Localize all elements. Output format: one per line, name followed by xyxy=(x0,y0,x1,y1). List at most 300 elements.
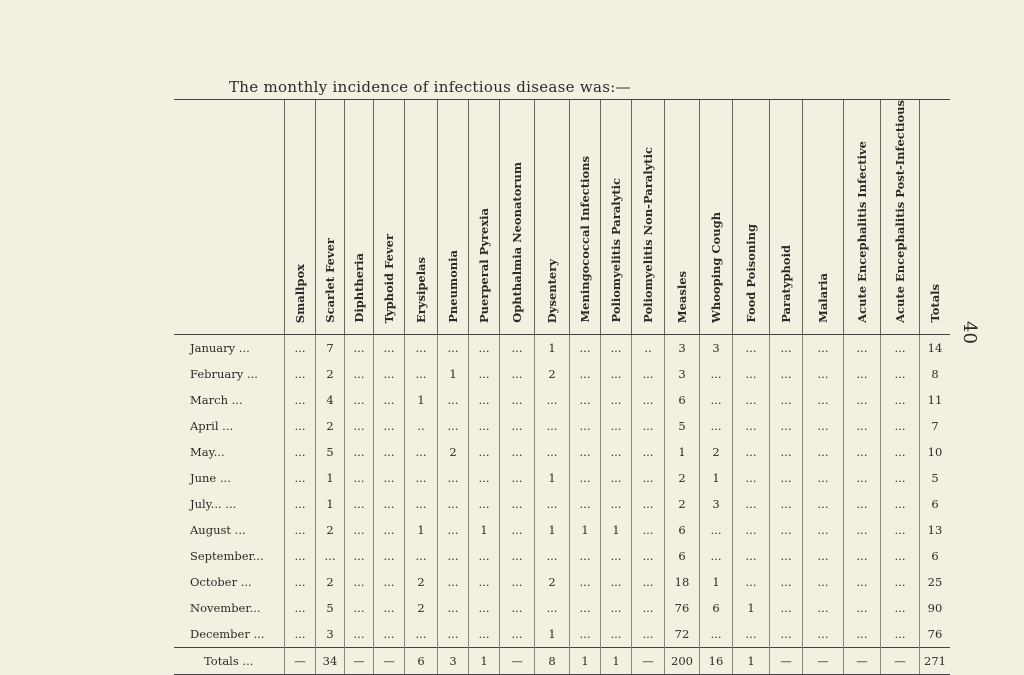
table-cell: 6 xyxy=(700,595,733,621)
table-cell: 2 xyxy=(438,439,469,465)
table-cell: ... xyxy=(570,569,601,595)
column-header xyxy=(374,100,405,335)
column-header xyxy=(469,100,500,335)
table-cell: ... xyxy=(374,543,405,569)
table-cell: 8 xyxy=(920,361,951,387)
table-cell: ... xyxy=(438,569,469,595)
table-cell: ... xyxy=(535,543,570,569)
table-cell: 25 xyxy=(920,569,951,595)
table-header xyxy=(174,100,950,335)
table-cell: ... xyxy=(535,439,570,465)
table-cell: ... xyxy=(500,621,535,648)
table-cell: 2 xyxy=(316,361,345,387)
table-cell: .. xyxy=(405,413,438,439)
table-cell: ... xyxy=(770,361,803,387)
table-cell: 2 xyxy=(535,569,570,595)
table-cell: 2 xyxy=(316,517,345,543)
month-label: July... ... xyxy=(190,496,237,511)
table-cell: ... xyxy=(881,517,920,543)
month-label: November... xyxy=(190,600,261,615)
table-cell: 1 xyxy=(700,465,733,491)
table-cell: 18 xyxy=(665,569,700,595)
table-cell: ... xyxy=(733,543,770,569)
table-cell: ... xyxy=(285,595,316,621)
table-cell: ... xyxy=(601,387,632,413)
table-cell: ... xyxy=(535,491,570,517)
table-cell: 1 xyxy=(535,621,570,648)
table-cell: ... xyxy=(803,439,844,465)
column-header xyxy=(665,100,700,335)
table-cell: 14 xyxy=(920,334,951,361)
header-stub xyxy=(174,100,285,335)
table-cell: ... xyxy=(601,491,632,517)
table-cell: ... xyxy=(803,334,844,361)
table-cell: ... xyxy=(803,595,844,621)
table-cell: ... xyxy=(285,569,316,595)
table-cell: ... xyxy=(405,334,438,361)
table-cell: ... xyxy=(770,621,803,648)
table-cell: ... xyxy=(405,465,438,491)
table-cell: ... xyxy=(345,361,374,387)
table-cell: ... xyxy=(345,491,374,517)
table-row xyxy=(174,543,950,569)
column-header-label: Scarlet Fever xyxy=(323,238,337,323)
table-cell: ... xyxy=(770,439,803,465)
incidence-table xyxy=(174,99,950,675)
table-cell: ... xyxy=(438,334,469,361)
table-cell: ... xyxy=(733,621,770,648)
table-cell: ... xyxy=(733,361,770,387)
table-cell: ... xyxy=(733,569,770,595)
table-cell: ... xyxy=(469,543,500,569)
table-cell: 90 xyxy=(920,595,951,621)
column-header-label: Smallpox xyxy=(293,263,307,323)
table-cell: ... xyxy=(601,569,632,595)
table-cell: ... xyxy=(374,517,405,543)
table-cell: 200 xyxy=(665,647,700,674)
table-cell: 16 xyxy=(700,647,733,674)
table-cell: ... xyxy=(438,621,469,648)
table-cell: ... xyxy=(570,621,601,648)
table-cell: ... xyxy=(632,465,665,491)
table-cell: ... xyxy=(500,361,535,387)
table-cell: — xyxy=(632,647,665,674)
table-cell: 2 xyxy=(316,569,345,595)
column-header-label: Dysentery xyxy=(545,258,559,323)
table-cell: ... xyxy=(469,413,500,439)
column-header-label: Poliomyelitis Paralytic xyxy=(609,178,623,323)
table-cell: ... xyxy=(285,361,316,387)
table-cell: 1 xyxy=(601,647,632,674)
table-row xyxy=(174,569,950,595)
table-cell: ... xyxy=(438,465,469,491)
table-cell: — xyxy=(770,647,803,674)
table-cell: ... xyxy=(803,621,844,648)
table-cell: 5 xyxy=(316,439,345,465)
table-cell: ... xyxy=(844,334,881,361)
table-cell: 2 xyxy=(405,595,438,621)
table-cell: 6 xyxy=(405,647,438,674)
table-cell: ... xyxy=(374,491,405,517)
table-cell: ... xyxy=(570,595,601,621)
table-cell: 2 xyxy=(665,491,700,517)
month-label: May... xyxy=(190,444,225,459)
month-label: March ... xyxy=(190,392,243,407)
table-cell: 6 xyxy=(920,543,951,569)
table-cell: 1 xyxy=(469,647,500,674)
table-cell: 1 xyxy=(535,517,570,543)
table-cell: ... xyxy=(285,413,316,439)
table-cell: ... xyxy=(601,439,632,465)
table-cell: ... xyxy=(733,517,770,543)
table-row xyxy=(174,387,950,413)
totals-row xyxy=(174,647,950,674)
table-cell: ... xyxy=(570,491,601,517)
table-cell: ... xyxy=(345,543,374,569)
table-cell: ... xyxy=(500,334,535,361)
table-cell: ... xyxy=(700,543,733,569)
table-cell: ... xyxy=(803,569,844,595)
column-header-label: Pneumonia xyxy=(446,250,460,323)
column-header xyxy=(535,100,570,335)
table-cell: ... xyxy=(285,621,316,648)
column-header-label: Whooping Cough xyxy=(709,211,723,323)
table-cell: ... xyxy=(770,387,803,413)
column-header xyxy=(405,100,438,335)
table-cell: ... xyxy=(285,334,316,361)
table-cell: 10 xyxy=(920,439,951,465)
table-cell: ... xyxy=(632,621,665,648)
table-cell: ... xyxy=(632,361,665,387)
table-cell: 72 xyxy=(665,621,700,648)
table-cell: ... xyxy=(770,543,803,569)
table-cell: ... xyxy=(374,465,405,491)
table-cell: ... xyxy=(881,569,920,595)
table-cell: 6 xyxy=(665,517,700,543)
table-cell: ... xyxy=(570,334,601,361)
table-cell: ... xyxy=(601,465,632,491)
column-header-label: Acute Encephalitis Post-Infectious xyxy=(893,100,907,323)
table-cell: ... xyxy=(438,595,469,621)
table-cell: ... xyxy=(345,517,374,543)
table-cell: ... xyxy=(500,543,535,569)
table-cell: ... xyxy=(844,413,881,439)
table-cell: ... xyxy=(438,543,469,569)
page-number: 40 xyxy=(958,321,980,344)
table-cell: ... xyxy=(632,595,665,621)
table-cell: ... xyxy=(316,543,345,569)
table-cell: ... xyxy=(632,439,665,465)
table-cell: ... xyxy=(469,465,500,491)
table-cell: ... xyxy=(469,361,500,387)
table-cell: 1 xyxy=(601,517,632,543)
table-row xyxy=(174,439,950,465)
table-cell: ... xyxy=(405,361,438,387)
column-header xyxy=(733,100,770,335)
table-cell: ... xyxy=(570,413,601,439)
table-cell: ... xyxy=(601,413,632,439)
table-cell: ... xyxy=(700,387,733,413)
table-cell: ... xyxy=(405,439,438,465)
table-cell: 76 xyxy=(665,595,700,621)
table-cell: 3 xyxy=(700,334,733,361)
table-cell: ... xyxy=(469,491,500,517)
table-cell: ... xyxy=(469,569,500,595)
table-cell: ... xyxy=(844,543,881,569)
table-cell: .. xyxy=(632,334,665,361)
table-cell: ... xyxy=(374,413,405,439)
column-header-label: Acute Encephalitis Infective xyxy=(855,141,869,323)
table-cell: ... xyxy=(844,569,881,595)
table-cell: ... xyxy=(374,569,405,595)
table-cell: 3 xyxy=(665,334,700,361)
table-cell: ... xyxy=(345,413,374,439)
column-header xyxy=(570,100,601,335)
table-cell: ... xyxy=(601,361,632,387)
table-cell: 7 xyxy=(316,334,345,361)
table-cell: ... xyxy=(770,569,803,595)
column-header-label: Poliomyelitis Non-Paralytic xyxy=(641,147,655,323)
table-cell: ... xyxy=(803,387,844,413)
column-header-label: Meningococcal Infections xyxy=(578,156,592,323)
column-header xyxy=(500,100,535,335)
header-row xyxy=(174,100,950,335)
table-cell: — xyxy=(881,647,920,674)
table-cell: ... xyxy=(374,621,405,648)
table-cell: ... xyxy=(570,387,601,413)
table-row xyxy=(174,465,950,491)
table-cell: ... xyxy=(733,387,770,413)
table-cell: ... xyxy=(469,439,500,465)
column-header xyxy=(345,100,374,335)
table-cell: — xyxy=(803,647,844,674)
column-header xyxy=(316,100,345,335)
column-header xyxy=(881,100,920,335)
table-cell: ... xyxy=(881,491,920,517)
column-header xyxy=(438,100,469,335)
table-cell: ... xyxy=(285,517,316,543)
table-cell: ... xyxy=(881,413,920,439)
month-label: February ... xyxy=(190,366,258,381)
table-cell: ... xyxy=(844,621,881,648)
table-cell: ... xyxy=(803,361,844,387)
table-cell: ... xyxy=(601,621,632,648)
table-cell: ... xyxy=(285,439,316,465)
table-cell: ... xyxy=(500,491,535,517)
table-cell: 1 xyxy=(535,465,570,491)
table-cell: ... xyxy=(770,491,803,517)
table-cell: 1 xyxy=(665,439,700,465)
table-cell: 2 xyxy=(316,413,345,439)
table-cell: ... xyxy=(632,569,665,595)
table-cell: 1 xyxy=(700,569,733,595)
column-header-label: Ophthalmia Neonatorum xyxy=(510,162,524,323)
table-cell: ... xyxy=(700,621,733,648)
table-cell: ... xyxy=(500,517,535,543)
month-label: September... xyxy=(190,548,264,563)
table-cell: ... xyxy=(469,334,500,361)
table-cell: — xyxy=(844,647,881,674)
table-cell: ... xyxy=(733,413,770,439)
table-cell: 6 xyxy=(665,387,700,413)
table-row xyxy=(174,621,950,648)
table-cell: ... xyxy=(469,387,500,413)
table-cell: ... xyxy=(803,465,844,491)
table-cell: 5 xyxy=(665,413,700,439)
table-cell: ... xyxy=(285,491,316,517)
table-cell: ... xyxy=(700,413,733,439)
table-cell: ... xyxy=(632,387,665,413)
table-cell: 1 xyxy=(570,647,601,674)
table-cell: ... xyxy=(374,361,405,387)
table-cell: ... xyxy=(844,517,881,543)
table-cell: ... xyxy=(733,439,770,465)
table-cell: ... xyxy=(438,413,469,439)
table-cell: 2 xyxy=(405,569,438,595)
table-cell: ... xyxy=(733,465,770,491)
month-label: August ... xyxy=(190,522,246,537)
table-cell: — xyxy=(345,647,374,674)
table-cell: 6 xyxy=(665,543,700,569)
table-cell: 5 xyxy=(316,595,345,621)
table-cell: ... xyxy=(469,621,500,648)
table-cell: ... xyxy=(438,491,469,517)
table-cell: — xyxy=(374,647,405,674)
column-header-label: Malaria xyxy=(816,272,830,323)
table-cell: ... xyxy=(285,387,316,413)
table-cell: ... xyxy=(500,439,535,465)
table-cell: 8 xyxy=(535,647,570,674)
table-cell: 3 xyxy=(665,361,700,387)
table-cell: ... xyxy=(770,595,803,621)
table-cell: 5 xyxy=(920,465,951,491)
table-cell: ... xyxy=(570,543,601,569)
table-cell: 1 xyxy=(405,517,438,543)
table-cell: 34 xyxy=(316,647,345,674)
table-cell: ... xyxy=(405,543,438,569)
table-cell: ... xyxy=(405,621,438,648)
table-cell: ... xyxy=(770,413,803,439)
table-cell: ... xyxy=(844,595,881,621)
table-cell: ... xyxy=(881,465,920,491)
table-cell: ... xyxy=(438,517,469,543)
table-cell: 1 xyxy=(469,517,500,543)
table-cell: ... xyxy=(601,334,632,361)
table-cell: ... xyxy=(500,413,535,439)
column-header-label: Measles xyxy=(675,270,689,323)
table-cell: ... xyxy=(881,439,920,465)
table-cell: 1 xyxy=(405,387,438,413)
column-header-label: Food Poisoning xyxy=(744,224,758,323)
table-cell: ... xyxy=(632,413,665,439)
table-cell: ... xyxy=(570,465,601,491)
table-cell: 11 xyxy=(920,387,951,413)
table-row xyxy=(174,595,950,621)
month-label: April ... xyxy=(190,418,234,433)
table-cell: 1 xyxy=(535,334,570,361)
table-row xyxy=(174,517,950,543)
table-cell: ... xyxy=(844,387,881,413)
table-row xyxy=(174,491,950,517)
column-header xyxy=(920,100,951,335)
column-header-label: Diphtheria xyxy=(352,253,366,323)
table-cell: ... xyxy=(881,334,920,361)
month-label: December ... xyxy=(190,626,265,641)
table-cell: ... xyxy=(345,569,374,595)
table-cell: ... xyxy=(374,334,405,361)
table-cell: ... xyxy=(803,517,844,543)
table-cell: ... xyxy=(770,517,803,543)
table-cell: ... xyxy=(844,361,881,387)
table-cell: ... xyxy=(345,334,374,361)
table-cell: ... xyxy=(881,387,920,413)
table-cell: ... xyxy=(770,334,803,361)
table-cell: ... xyxy=(535,595,570,621)
table-cell: ... xyxy=(770,465,803,491)
column-header xyxy=(803,100,844,335)
table-cell: 271 xyxy=(920,647,951,674)
table-cell: ... xyxy=(881,595,920,621)
table-cell: ... xyxy=(632,491,665,517)
table-cell: ... xyxy=(700,517,733,543)
column-header xyxy=(770,100,803,335)
table-cell: ... xyxy=(438,387,469,413)
table-cell: 1 xyxy=(733,647,770,674)
column-header xyxy=(601,100,632,335)
totals-label: Totals ... xyxy=(174,647,285,674)
table-cell: ... xyxy=(803,491,844,517)
table-cell: 76 xyxy=(920,621,951,648)
table-cell: ... xyxy=(632,517,665,543)
table-cell: 1 xyxy=(438,361,469,387)
table-cell: 7 xyxy=(920,413,951,439)
table-cell: 3 xyxy=(316,621,345,648)
table-cell: ... xyxy=(881,543,920,569)
column-header xyxy=(700,100,733,335)
column-header-label: Erysipelas xyxy=(414,256,428,323)
table-cell: ... xyxy=(345,595,374,621)
table-cell: ... xyxy=(803,413,844,439)
column-header-label: Paratyphoid xyxy=(779,245,793,323)
table-cell: 4 xyxy=(316,387,345,413)
table-cell: ... xyxy=(733,491,770,517)
month-label: June ... xyxy=(190,470,231,485)
table-cell: ... xyxy=(700,361,733,387)
table-cell: ... xyxy=(844,491,881,517)
table-cell: ... xyxy=(500,569,535,595)
table-cell: ... xyxy=(803,543,844,569)
table-cell: ... xyxy=(881,621,920,648)
table-cell: 2 xyxy=(700,439,733,465)
table-cell: 13 xyxy=(920,517,951,543)
month-label: October ... xyxy=(190,574,252,589)
table-cell: ... xyxy=(285,543,316,569)
table-cell: ... xyxy=(345,465,374,491)
table-cell: 1 xyxy=(733,595,770,621)
table-cell: 3 xyxy=(700,491,733,517)
table-cell: ... xyxy=(733,334,770,361)
column-header-label: Typhoid Fever xyxy=(382,233,396,323)
table-cell: ... xyxy=(374,387,405,413)
table-row xyxy=(174,334,950,361)
column-header xyxy=(285,100,316,335)
table-title: The monthly incidence of infectious disease was:— xyxy=(229,78,631,96)
table-cell: 2 xyxy=(535,361,570,387)
table-cell: ... xyxy=(570,439,601,465)
table-cell: 1 xyxy=(316,491,345,517)
table-cell: ... xyxy=(844,439,881,465)
table-body xyxy=(174,334,950,674)
